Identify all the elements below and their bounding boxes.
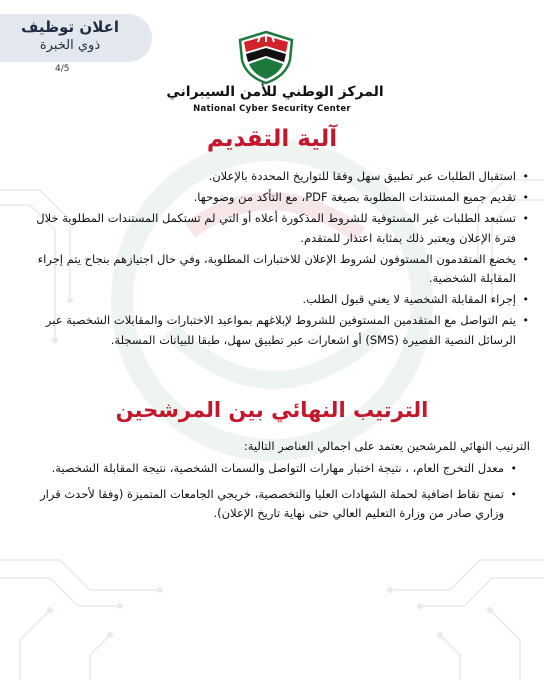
ranking-criteria-list	[22, 459, 518, 530]
section-heading-final-ranking: الترتيب النهائي بين المرشحين	[115, 398, 429, 422]
ncsc-shield-logo-icon	[236, 30, 296, 85]
badge-subtitle: ذوي الخبرة	[39, 38, 101, 53]
center-name-arabic: المركز الوطني للأمن السيبراني	[166, 84, 384, 100]
section-heading-application-mechanism: آلية التقديم	[206, 126, 338, 152]
job-announcement-badge	[0, 14, 152, 62]
application-steps-list	[22, 167, 530, 352]
badge-title: اعلان توظيف	[21, 18, 119, 36]
list-item: • تمنح نقاط اضافية لحملة الشهادات العليا والتخصصية، خريجي الجامعات المتميزة (وفقا لأحدث قرار وزاري صادر من وزارة التعليم العالي حتى نهاية تاريخ الإعلان).	[22, 485, 518, 524]
center-name-english: National Cyber Security Center	[193, 104, 351, 114]
list-item: • تقديم جميع المستندات المطلوبة بصيغة PDF، مع التأكد من وضوحها.	[22, 188, 530, 208]
list-item: • استقبال الطلبات عبر تطبيق سهل وفقا للتواريخ المحددة بالإعلان.	[22, 167, 530, 187]
list-item: • إجراء المقابلة الشخصية لا يعني قبول الطلب.	[22, 290, 530, 310]
ranking-intro-text: الترتيب النهائي للمرشحين يعتمد على اجمالي العناصر التالية:	[243, 439, 530, 453]
list-item: • يخضع المتقدمون المستوفون لشروط الإعلان للاختبارات المطلوبة، وفي حال اجتيازهم بنجاح يتم إجراء المقابلة الشخصية.	[22, 250, 530, 289]
page-number: 4/5	[55, 64, 70, 74]
list-item: • يتم التواصل مع المتقدمين المستوفين للشروط لإبلاغهم بمواعيد الاختبارات والمقابلات الشخصية عبر الرسائل النصية القصيرة (SMS) أو اشعارات عبر تطبيق سهل، طبقا للبيانات المسجلة.	[22, 311, 530, 350]
list-item: • تستبعد الطلبات غير المستوفية للشروط المذكورة أعلاه أو التي لم تستكمل المستندات المطلوبة خلال فترة الإعلان ويعتبر ذلك بمثابة اعتذار للمتقدم.	[22, 209, 530, 248]
list-item: • معدل التخرج العام، ، نتيجة اختبار مهارات التواصل والسمات الشخصية، نتيجة المقابلة الشخصية.	[22, 459, 518, 479]
